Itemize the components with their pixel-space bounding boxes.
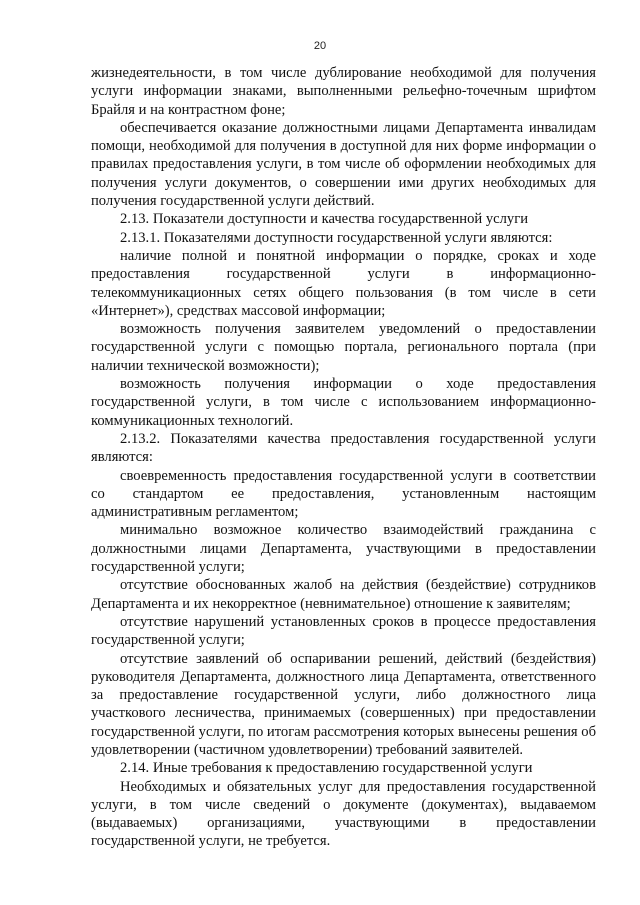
document-body	[91, 64, 596, 851]
subsection-2-13-1: 2.13.1. Показателями доступности государственной услуги являются:	[120, 229, 553, 246]
paragraph-assistance-to-disabled: обеспечивается оказание должностными лицами Департамента инвалидам помощи, необходимой для получения в доступной для них форме информации о правилах предоставления услуги, в том числе об оформлении необходимых для получения услуги документов, о совершении ими других необходимых для получения государственной услуги действий.	[91, 119, 596, 210]
list-item-no-complaints: отсутствие обоснованных жалоб на действия (бездействие) сотрудников Департамента и их некорректное (невнимательное) отношение к заявителям;	[91, 577, 596, 612]
list-item-no-deadline-violations: отсутствие нарушений установленных сроков в процессе предоставления государственной услуги;	[91, 613, 596, 649]
page-number: 20	[313, 40, 327, 52]
section-heading-2-13: 2.13. Показатели доступности и качества государственной услуги	[120, 211, 529, 228]
subsection-2-13-2: 2.13.2. Показателями качества предоставления государственной услуги являются:	[91, 430, 596, 466]
list-item-progress-information: возможность получения информации о ходе предоставления государственной услуги, в том числе с использованием информационно-коммуникационных технологий.	[91, 376, 596, 429]
section-heading-2-14: 2.14. Иные требования к предоставлению государственной услуги	[120, 760, 533, 777]
paragraph-no-required-services: Необходимых и обязательных услуг для предоставления государственной услуги, в том числе сведений о документе (документах), выдаваемом (выдаваемых) организациями, участвующими в предоставлении государственной услуги, не требуется.	[91, 778, 596, 850]
list-item-timeliness: своевременность предоставления государственной услуги в соответствии со стандартом ее предоставления, установленным настоящим административным регламентом;	[91, 467, 596, 521]
list-item-minimal-interactions: минимально возможное количество взаимодействий гражданина с должностными лицами Департамента, участвующими в предоставлении государственной услуги;	[91, 522, 596, 576]
paragraph-accessibility-braille: жизнедеятельности, в том числе дублирование необходимой для получения услуги информации знаками, выполненными рельефно-точечным шрифтом Брайля и на контрастном фоне;	[91, 65, 596, 118]
list-item-no-challenges: отсутствие заявлений об оспаривании решений, действий (бездействия) руководителя Департамента, должностного лица Департамента, ответственного за предоставление государственной услуги, либо должностного лица участкового лесничества, принимаемых (совершенных) при предоставлении государственной услуги, по итогам рассмотрения которых вынесены решения об удовлетворении (частичном удовлетворении) требований заявителей.	[91, 650, 596, 758]
list-item-notifications: возможность получения заявителем уведомлений о предоставлении государственной услуги с помощью портала, регионального портала (при наличии технической возможности);	[91, 321, 596, 374]
list-item-information-availability: наличие полной и понятной информации о порядке, сроках и ходе предоставления государственной услуги в информационно-телекоммуникационных сетях общего пользования (в том числе в сети «Интернет»), средствах массовой информации;	[91, 247, 596, 319]
